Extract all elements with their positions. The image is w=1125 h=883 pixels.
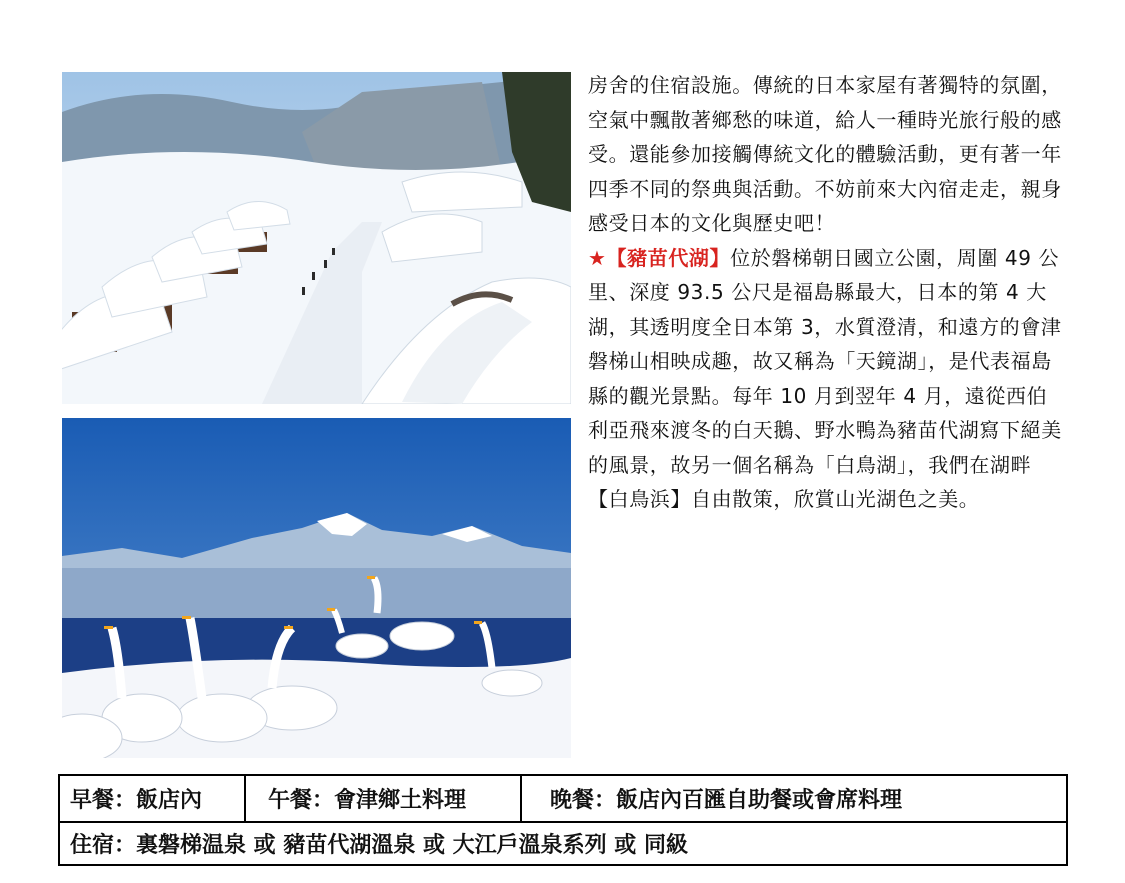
snow-village-photo (62, 72, 571, 404)
meals-table (58, 774, 1068, 866)
lunch-cell: 午餐：會津鄉土料理 (246, 776, 522, 821)
inawashiro-paragraph (588, 241, 1064, 517)
meals-row (60, 776, 1066, 823)
lodging-cell: 住宿：裏磐梯温泉 或 豬苗代湖溫泉 或 大江戶溫泉系列 或 同級 (70, 833, 688, 858)
swans-lake-photo (62, 418, 571, 758)
dinner-cell: 晚餐：飯店內百匯自助餐或會席料理 (550, 788, 903, 813)
ouchi-juku-paragraph: 房舍的住宿設施。傳統的日本家屋有著獨特的氛圍，空氣中飄散著鄉愁的味道，給人一種時光旅行般的感受。還能參加接觸傳統文化的體驗活動，更有著一年四季不同的祭典與活動。不妨前來大內宿走走，親身感受日本的文化與歷史吧！ (588, 73, 1062, 235)
lodging-row (60, 823, 1066, 864)
description-text (588, 68, 1064, 517)
breakfast-cell: 早餐：飯店內 (60, 776, 246, 821)
lake-description: 位於磐梯朝日國立公園，周圍 49 公里、深度 93.5 公尺是福島縣最大，日本的第 4 大湖，其透明度全日本第 3，水質澄清，和遠方的會津磐梯山相映成趣，故又稱為「天鏡湖」，是代表福島縣的觀光景點。每年 10 月到翌年 4 月，遠從西伯利亞飛來渡冬的白天鵝、野水鴨為豬苗代湖寫下絕美的風景，故另一個名稱為「白鳥湖」，我們在湖畔【白鳥浜】自由散策，欣賞山光湖色之美。 (588, 245, 1062, 511)
lake-title-highlight: ★【豬苗代湖】 (588, 245, 731, 270)
